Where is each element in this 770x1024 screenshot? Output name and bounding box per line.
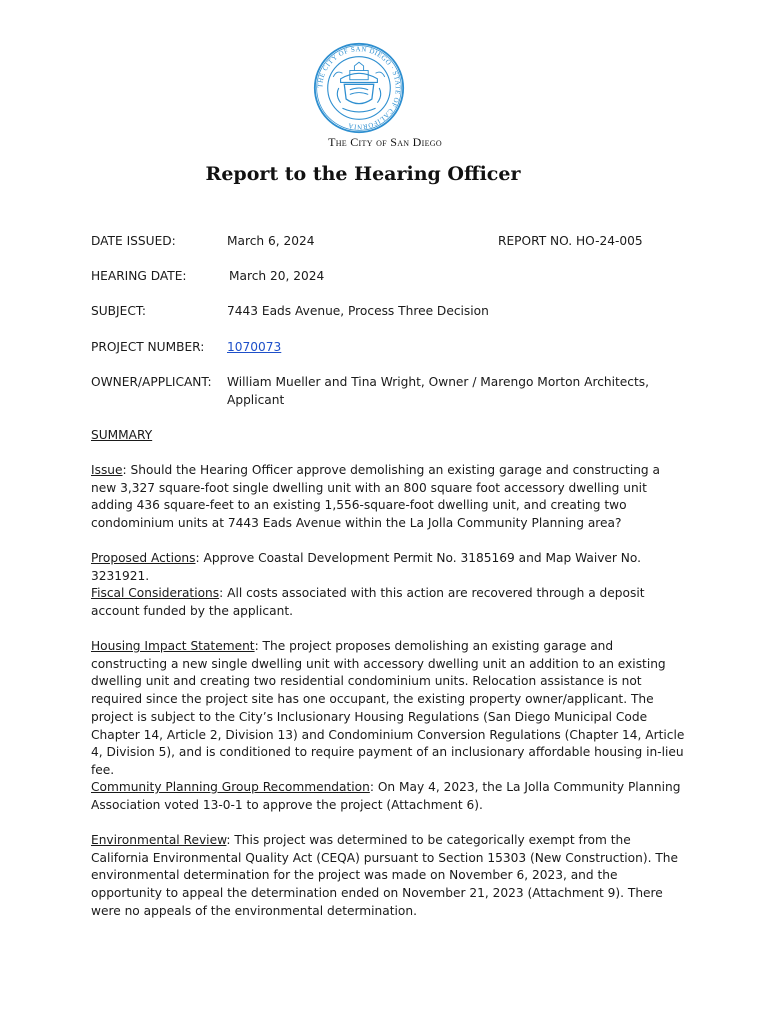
hearing-date-value: March 20, 2024 [229,269,325,283]
subject-label: SUBJECT: [91,304,147,318]
issue-paragraph [91,462,686,533]
owner-applicant-label: OWNER/APPLICANT: [91,375,212,389]
subject-value: 7443 Eads Avenue, Process Three Decision [227,304,489,318]
svg-text:THE CITY OF SAN DIEGO · STATE: THE CITY OF SAN DIEGO · STATE OF CALIFORNIA [317,46,401,130]
fiscal-considerations-label: Fiscal Considerations [91,586,220,600]
proposed-actions-paragraph [91,550,686,585]
hearing-date-label: HEARING DATE: [91,269,187,283]
community-planning-text: : On May 4, 2023, the La Jolla Community Planning Association voted 13-0-1 to approve the project (Attachment 6). [91,780,681,812]
housing-impact-text: : The project proposes demolishing an existing garage and constructing a new single dwelling unit with accessory dwelling unit an addition to an existing dwelling unit and creating two residential condominium units. Relocation assistance is not required since the project site has one occupant, the existing property owner/applicant. The project is subject to the City’s Inclusionary Housing Regulations (San Diego Municipal Code Chapter 14, Article 2, Division 13) and Condominium Conversion Regulations (Chapter 14, Article 4, Division 5), and is conditioned to require payment of an inclusionary affordable housing in-lieu fee. [91,639,685,777]
proposed-actions-text: : Approve Coastal Development Permit No. 3185169 and Map Waiver No. 3231921. [91,551,642,583]
date-issued-label: DATE ISSUED: [91,234,176,248]
date-issued-value: March 6, 2024 [227,234,315,248]
proposed-actions-label: Proposed Actions [91,551,196,565]
environmental-review-text: : This project was determined to be categorically exempt from the California Environmental Quality Act (CEQA) pursuant to Section 15303 (New Construction). The environmental determination for the project was made on November 6, 2023, and the opportunity to appeal the determination ended on November 21, 2023 (Attachment 9). There were no appeals of the environmental determination. [91,833,678,918]
housing-impact-label: Housing Impact Statement [91,639,255,653]
project-number-label: PROJECT NUMBER: [91,340,205,354]
report-number: REPORT NO. HO-24-005 [498,234,643,248]
project-number-link[interactable]: 1070073 [227,340,282,354]
community-planning-label: Community Planning Group Recommendation [91,780,370,794]
fiscal-considerations-paragraph [91,585,686,620]
summary-heading: SUMMARY [91,428,153,442]
community-planning-paragraph [91,779,686,814]
city-name: The City of San Diego [328,135,442,149]
housing-impact-paragraph [91,638,686,780]
report-title: Report to the Hearing Officer [205,163,521,185]
environmental-review-label: Environmental Review [91,833,227,847]
owner-applicant-value: William Mueller and Tina Wright, Owner / Marengo Morton Architects, Applicant [227,375,649,407]
city-seal-logo [313,42,405,134]
environmental-review-paragraph [91,832,686,921]
issue-label: Issue [91,463,123,477]
issue-text: : Should the Hearing Officer approve demolishing an existing garage and constructing a new 3,327 square-foot single dwelling unit with an 800 square foot accessory dwelling unit adding 436 square-feet to an existing 1,556-square-foot dwelling unit, and creating two condominium units at 7443 Eads Avenue within the La Jolla Community Planning area? [91,463,661,531]
fiscal-considerations-text: : All costs associated with this action are recovered through a deposit account funded by the applicant. [91,586,645,618]
